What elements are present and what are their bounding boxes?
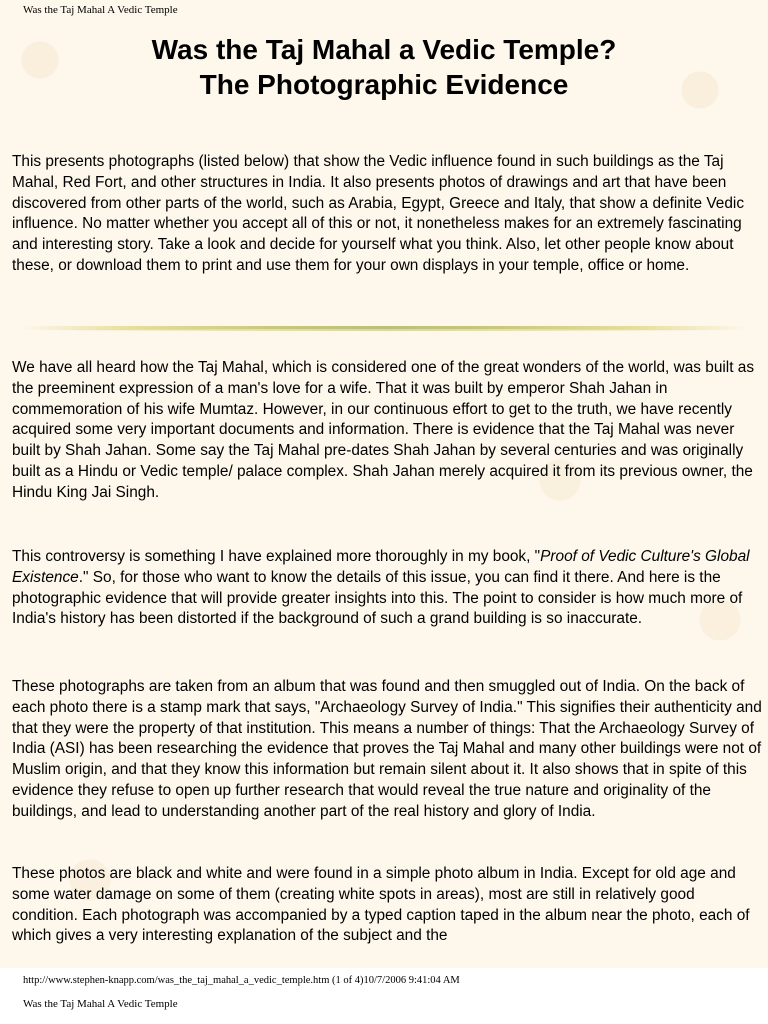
paragraph-photo-condition: These photos are black and white and were found in a simple photo album in India. Except for old age and some water damage on some of them (creating white spots in areas), most are still in relatively good condition. Each photograph was accompanied by a typed caption taped in the album near the photo, each of which gives a very interesting explanation of the subject and the bbox=[12, 865, 750, 945]
book-ref-text-before: This controversy is something I have explained more thoroughly in my book, " bbox=[12, 548, 541, 565]
horizontal-divider-shade bbox=[60, 329, 708, 331]
page-title bbox=[0, 32, 768, 102]
page-title-line2: The Photographic Evidence bbox=[199, 69, 569, 100]
next-page-header-title: Was the Taj Mahal A Vedic Temple bbox=[23, 998, 178, 1010]
print-header-title: Was the Taj Mahal A Vedic Temple bbox=[23, 4, 178, 16]
paragraph-taj-history: We have all heard how the Taj Mahal, which is considered one of the great wonders of the world, was built as the preeminent expression of a man's love for a wife. That it was built by emperor Shah Jahan in commemoration of his wife Mumtaz. However, in our continuous effort to get to the truth, we have recently acquired some very important documents and information. There is evidence that the Taj Mahal was never built by Shah Jahan. Some say the Taj Mahal pre-dates Shah Jahan by several centuries and was originally built as a Hindu or Vedic temple/ palace complex. Shah Jahan merely acquired it from its previous owner, the Hindu King Jai Singh. bbox=[12, 359, 755, 501]
book-title: Proof of Vedic Culture's Global Existence bbox=[12, 548, 750, 586]
paragraph-book-reference bbox=[12, 547, 762, 630]
book-ref-text-after: ." So, for those who want to know the details of this issue, you can find it there. And here is the photographic evidence that will provide greater insights into this. The point to consider is how much more of India's history has been distorted if the background of such a grand building is so inaccurate. bbox=[12, 568, 743, 628]
intro-paragraph: This presents photographs (listed below) that show the Vedic influence found in such buildings as the Taj Mahal, Red Fort, and other structures in India. It also presents photos of drawings and art that have been discovered from other parts of the world, such as Arabia, Egypt, Greece and Italy, that show a definite Vedic influence. No matter whether you accept all of this or not, it nonetheless makes for an extremely fascinating and interesting story. Take a look and decide for yourself what you think. Also, let other people know about these, or download them to print and use them for your own displays in your temple, office or home. bbox=[12, 153, 745, 274]
print-footer-url: http://www.stephen-knapp.com/was_the_taj_mahal_a_vedic_temple.htm (1 of 4)10/7/2006 9:41:04 AM bbox=[23, 975, 460, 986]
page-title-line1: Was the Taj Mahal a Vedic Temple? bbox=[151, 34, 617, 65]
paragraph-album-origin: These photographs are taken from an album that was found and then smuggled out of India. On the back of each photo there is a stamp mark that says, "Archaeology Survey of India." This signifies their authenticity and that they were the property of that institution. This means a number of things: That the Archaeology Survey of India (ASI) has been researching the evidence that proves the Taj Mahal and many other buildings were not of Muslim origin, and that they know this information but remain silent about it. It also shows that in spite of this evidence they refuse to open up further research that would reveal the true nature and originality of the buildings, and lead to understanding another part of the real history and glory of India. bbox=[12, 678, 762, 820]
